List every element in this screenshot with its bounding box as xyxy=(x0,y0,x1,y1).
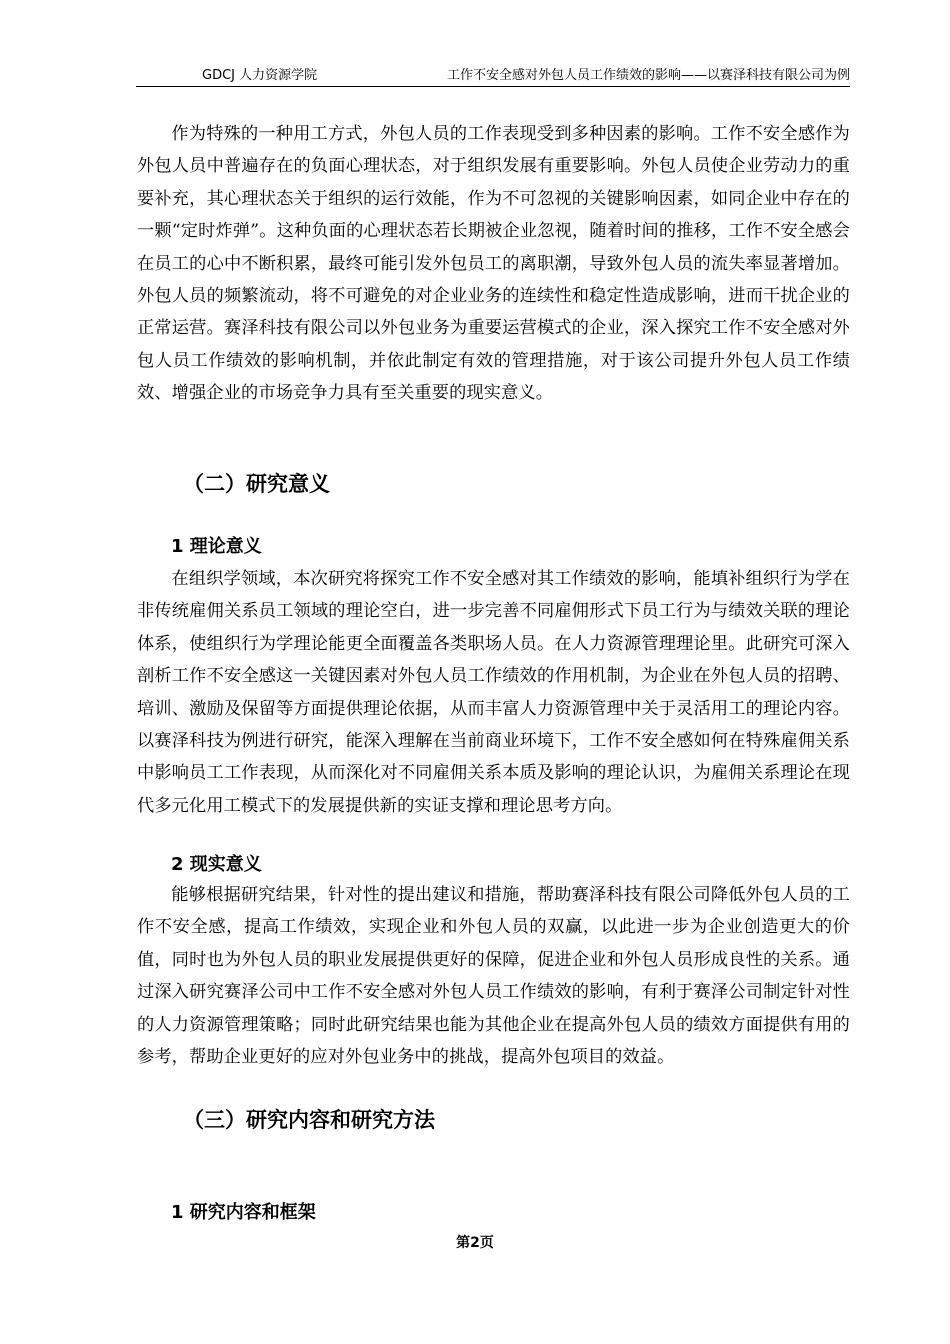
page-header xyxy=(136,66,850,87)
theoretical-significance-paragraph: 在组织学领域，本次研究将探究工作不安全感对其工作绩效的影响，能填补组织行为学在非传统雇佣关系员工领域的理论空白，进一步完善不同雇佣形式下员工行为与绩效关联的理论体系，使组织行为学理论能更全面覆盖各类职场人员。在人力资源管理理论里。此研究可深入剖析工作不安全感这一关键因素对外包人员工作绩效的作用机制，为企业在外包人员的招聘、培训、激励及保留等方面提供理论依据，从而丰富人力资源管理中关于灵活用工的理论内容。以赛泽科技为例进行研究，能深入理解在当前商业环境下，工作不安全感如何在特殊雇佣关系中影响员工工作表现，从而深化对不同雇佣关系本质及影响的理论认识，为雇佣关系理论在现代多元化用工模式下的发展提供新的实证支撑和理论思考方向。 xyxy=(137,569,850,816)
header-institution: GDCJ 人力资源学院 xyxy=(202,68,318,83)
subheading-research-content-framework: 1 研究内容和框架 xyxy=(171,1202,316,1223)
subheading-practical-significance: 2 现实意义 xyxy=(171,854,262,875)
intro-paragraph: 作为特殊的一种用工方式，外包人员的工作表现受到多种因素的影响。工作不安全感作为外包人员中普遍存在的负面心理状态，对于组织发展有重要影响。外包人员使企业劳动力的重要补充，其心理状态关于组织的运行效能，作为不可忽视的关键影响因素，如同企业中存在的一颗“定时炸弹”。这种负面的心理状态若长期被企业忽视，随着时间的推移，工作不安全感会在员工的心中不断积累，最终可能引发外包员工的离职潮，导致外包人员的流失率显著增加。外包人员的频繁流动，将不可避免的对企业业务的连续性和稳定性造成影响，进而干扰企业的正常运营。赛泽科技有限公司以外包业务为重要运营模式的企业，深入探究工作不安全感对外包人员工作绩效的影响机制，并依此制定有效的管理措施，对于该公司提升外包人员工作绩效、增强企业的市场竞争力具有至关重要的现实意义。 xyxy=(137,124,850,404)
page-number: 第2页 xyxy=(456,1235,494,1251)
subheading-theoretical-significance: 1 理论意义 xyxy=(171,536,262,557)
section-heading-research-content-methods: （三）研究内容和研究方法 xyxy=(183,1108,435,1132)
header-thesis-title: 工作不安全感对外包人员工作绩效的影响——以赛泽科技有限公司为例 xyxy=(446,68,850,83)
practical-significance-paragraph: 能够根据研究结果，针对性的提出建议和措施，帮助赛泽科技有限公司降低外包人员的工作不安全感，提高工作绩效，实现企业和外包人员的双赢，以此进一步为企业创造更大的价值，同时也为外包人员的职业发展提供更好的保障，促进企业和外包人员形成良性的关系。通过深入研究赛泽公司中工作不安全感对外包人员工作绩效的影响，有利于赛泽公司制定针对性的人力资源管理策略；同时此研究结果也能为其他企业在提高外包人员的绩效方面提供有用的参考，帮助企业更好的应对外包业务中的挑战，提高外包项目的效益。 xyxy=(137,885,850,1068)
section-heading-research-significance: （二）研究意义 xyxy=(183,472,330,496)
